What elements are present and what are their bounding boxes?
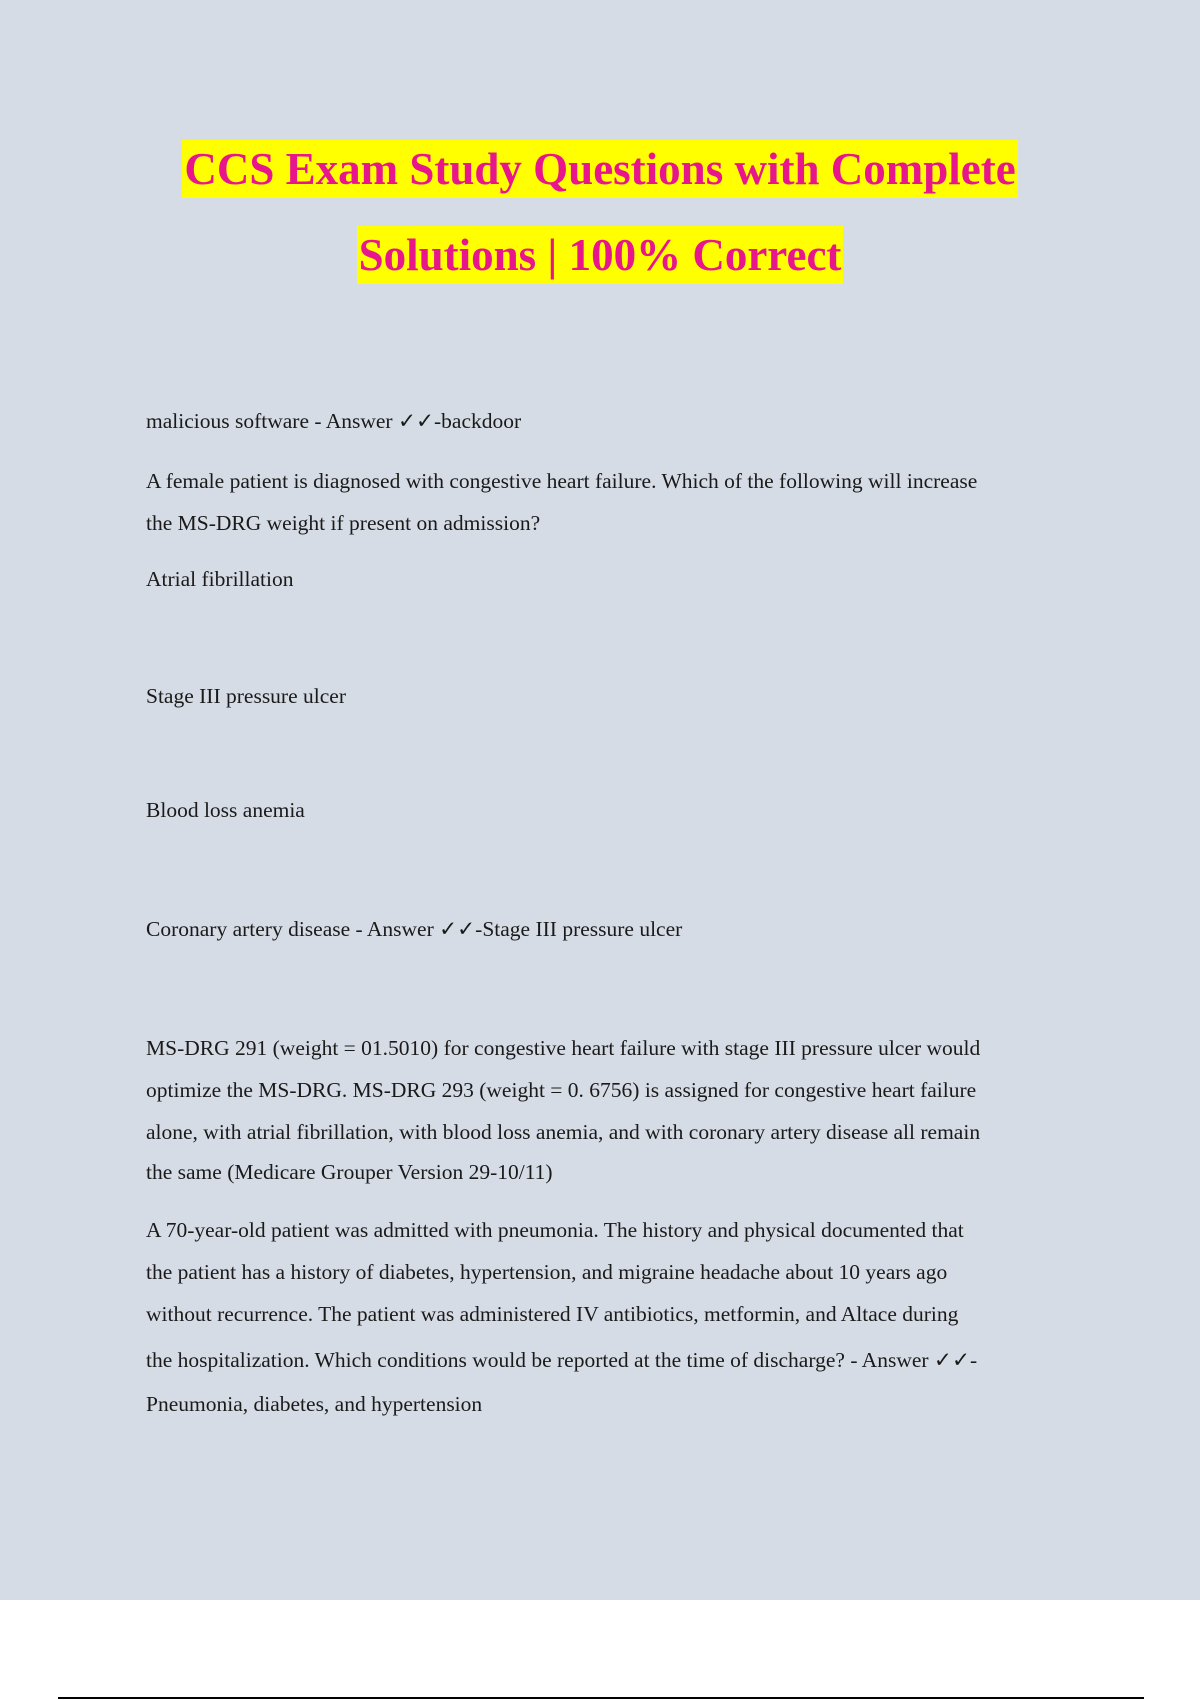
title-line-1: CCS Exam Study Questions with Complete — [182, 140, 1017, 198]
question-2-line-2: the MS-DRG weight if present on admission? — [146, 511, 541, 535]
document-title — [0, 140, 1200, 284]
explanation-line-4: the same (Medicare Grouper Version 29-10/11) — [146, 1160, 553, 1184]
question-3-line-3: without recurrence. The patient was administered IV antibiotics, metformin, and Altace during — [146, 1302, 959, 1326]
question-2-line-1: A female patient is diagnosed with congestive heart failure. Which of the following will increase — [146, 469, 978, 493]
question-2-option-3: Blood loss anemia — [146, 798, 305, 822]
document-body — [146, 400, 1091, 1425]
question-3-line-2: the patient has a history of diabetes, hypertension, and migraine headache about 10 years ago — [146, 1260, 948, 1284]
footer-divider — [58, 1697, 1144, 1699]
question-2-option-1: Atrial fibrillation — [146, 567, 294, 591]
explanation-line-2: optimize the MS-DRG. MS-DRG 293 (weight = 0. 6756) is assigned for congestive heart failure — [146, 1078, 977, 1102]
title-line-2: Solutions | 100% Correct — [357, 226, 844, 284]
question-3-line-5: Pneumonia, diabetes, and hypertension — [146, 1392, 483, 1416]
question-1: malicious software - Answer ✓✓-backdoor — [146, 409, 522, 433]
question-2-option-2: Stage III pressure ulcer — [146, 684, 346, 708]
question-3-line-4: the hospitalization. Which conditions would be reported at the time of discharge? - Answer ✓✓- — [146, 1348, 978, 1372]
explanation-line-1: MS-DRG 291 (weight = 01.5010) for congestive heart failure with stage III pressure ulcer would — [146, 1036, 981, 1060]
question-3-line-1: A 70-year-old patient was admitted with pneumonia. The history and physical documented that — [146, 1218, 964, 1242]
question-2-option-4-answer: Coronary artery disease - Answer ✓✓-Stage III pressure ulcer — [146, 917, 683, 941]
explanation-line-3: alone, with atrial fibrillation, with blood loss anemia, and with coronary artery disease all remain — [146, 1120, 981, 1144]
